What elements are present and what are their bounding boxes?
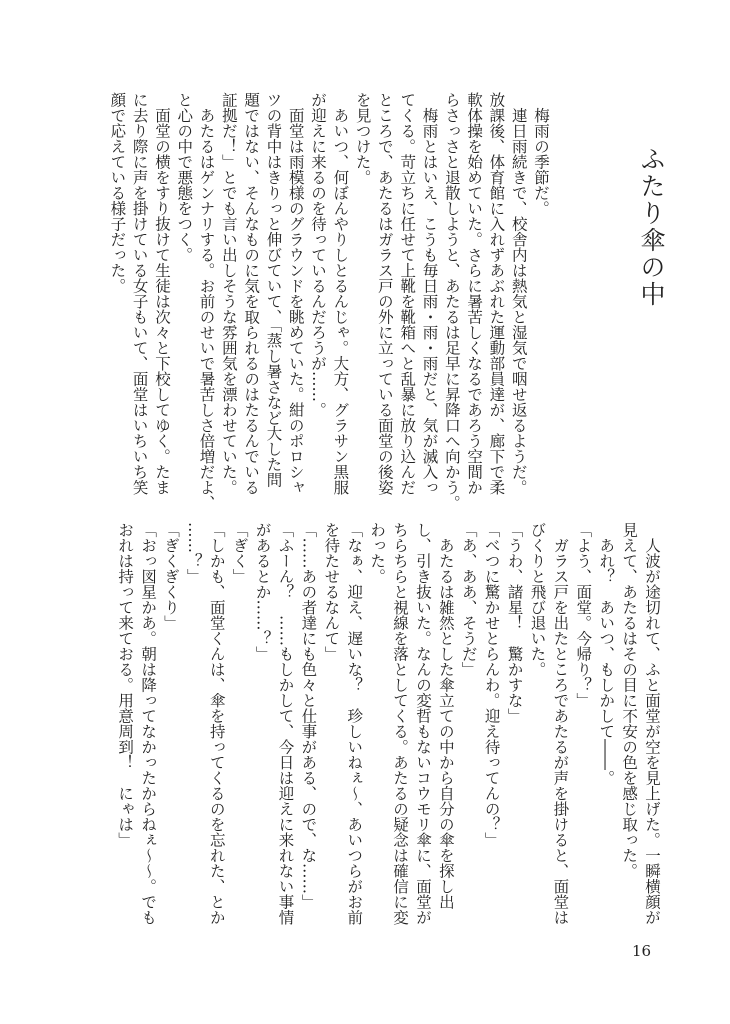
- text-line: ツの背中はきりっと伸びていて、「蒸し暑さなど大した問: [264, 92, 283, 488]
- text-line: し、引き抜いた。なんの変哲もないコウモリ傘に、面堂が: [413, 522, 432, 925]
- text-line: を待たせるなんて」: [322, 522, 341, 662]
- text-line: あいつ、何ぼんやりしとるんじゃ。大方、グラサン黒服: [331, 92, 350, 495]
- page-number: 16: [632, 942, 652, 960]
- text-line: 「うわ、諸星！ 驚かすな」: [505, 522, 524, 724]
- text-line: てくる。苛立ちに任せて上靴を靴箱へと乱暴に放り込んだ: [398, 92, 417, 495]
- body-text-lower: [113, 522, 663, 925]
- text-line: に去り際に声を掛けている女子もいて、面堂はいちいち笑: [130, 92, 149, 495]
- text-line: 「ぎくぎくり」: [161, 522, 180, 631]
- text-line: が迎えに来るのを待っているんだろうが……。: [309, 92, 328, 418]
- text-line: 「……あの者達にも色々と仕事がある、ので、な……」: [299, 522, 318, 910]
- text-line: あたるはゲンナリする。お前のせいで暑苦しさ倍増だよ、: [197, 92, 216, 511]
- text-line: ガラス戸を出たところであたるが声を掛けると、面堂は: [551, 522, 570, 925]
- text-line: と心の中で悪態をつく。: [175, 92, 194, 263]
- text-line: 証拠だ！」とでも言い出しそうな雰囲気を漂わせていた。: [219, 92, 238, 495]
- text-line: 「よう、面堂。今帰り？」: [574, 522, 593, 708]
- text-line: あれ？ あいつ、もしかして――。: [597, 522, 616, 786]
- text-line: があるとか……？」: [253, 522, 272, 662]
- text-line: 「なぁ、迎え、遅いな？ 珍しいねぇ〜、あいつらがお前: [345, 522, 364, 925]
- text-line: 面堂の横をすり抜けて生徒は次々と下校してゆく。たま: [152, 92, 171, 495]
- text-line: 「おっ図星かあ。朝は降ってなかったからねぇ〜〜。でも: [139, 522, 158, 925]
- chapter-title: ふたり傘の中: [637, 146, 666, 308]
- text-line: 梅雨とはいえ、こうも毎日雨・雨・雨だと、気が滅入っ: [420, 92, 439, 495]
- text-line: ところで、あたるはガラス戸の外に立っている面堂の後姿: [375, 92, 394, 495]
- text-line: 「べつに驚かせとらんわ。迎え待ってんの？」: [482, 522, 501, 848]
- text-line: 「あ、ああ、そうだ」: [459, 522, 478, 677]
- text-line: 「ふーん？ ……もしかして、今日は迎えに来れない事情: [276, 522, 295, 925]
- text-line: を見つけた。: [353, 92, 372, 185]
- text-line: 軟体操を始めていた。さらに暑苦しくなるであろう空間か: [465, 92, 484, 495]
- text-line: 見えて、あたるはその目に不安の色を感じ取った。: [620, 522, 639, 879]
- text-line: 梅雨の季節だ。: [532, 92, 550, 216]
- text-line: 「ぎく」: [230, 522, 249, 584]
- text-line: 題ではない、そんなものに気を取られるのはたるんでいる: [242, 92, 261, 495]
- text-line: 連日雨続きで、校舎内は熱気と湿気で咽せ返るようだ。: [509, 92, 528, 495]
- text-line: わった。: [368, 522, 387, 584]
- text-line: おれは持って来ておる。用意周到！ にゃは」: [116, 522, 135, 848]
- body-text-upper: [106, 92, 552, 511]
- text-line: 面堂は雨模様のグラウンドを眺めていた。紺のポロシャ: [286, 92, 305, 495]
- text-line: 放課後、体育館に入れずあぶれた運動部員達が、廊下で柔: [487, 92, 506, 495]
- text-line: あたるは雑然とした傘立ての中から自分の傘を探し出: [436, 522, 455, 910]
- text-line: 顔で応えている様子だった。: [108, 92, 127, 294]
- text-line: 「しかも、面堂くんは、傘を持ってくるのを忘れた、とか: [207, 522, 226, 925]
- text-line: らさっさと退散しようと、あたるは足早に昇降口へ向かう。: [442, 92, 461, 511]
- text-line: 人波が途切れて、ふと面堂が空を見上げた。一瞬横顔が: [643, 522, 661, 925]
- text-line: ちらちらと視線を落としてくる。あたるの疑念は確信に変: [391, 522, 410, 925]
- text-line: ……？」: [184, 522, 203, 584]
- text-line: びくりと飛び退いた。: [528, 522, 547, 677]
